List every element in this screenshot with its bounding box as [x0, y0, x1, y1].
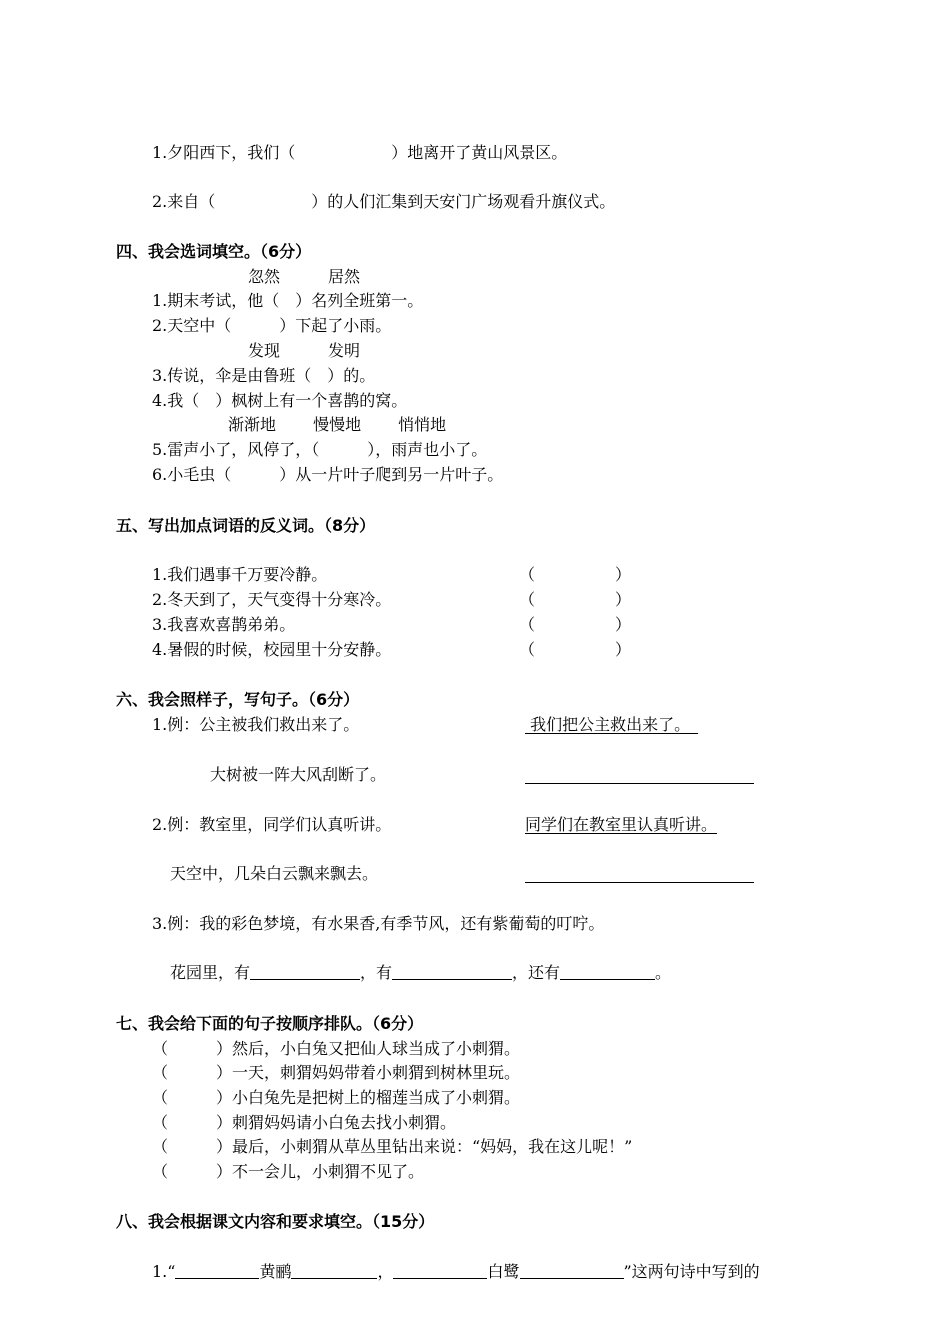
section-4-header: 四、我会选词填空。（6分）	[116, 242, 312, 261]
s4-question-3: 3.传说，伞是由鲁班（ ）的。	[152, 366, 376, 385]
s8-q1-part-1: 1.“	[152, 1262, 176, 1281]
s5-item-2-text: 2.冬天到了，天气变得十分寒冷。	[152, 590, 392, 609]
s6-example-1-answer: 我们把公主救出来了。	[525, 715, 699, 734]
s8-q1-part-2: 黄鹂	[259, 1262, 292, 1281]
s6-example-2: 2.例：教室里，同学们认真听讲。	[152, 815, 392, 834]
s7-item-6: （ ）不一会儿，小刺猬不见了。	[152, 1162, 425, 1181]
s7-item-3: （ ）小白兔先是把树上的榴莲当成了小刺猬。	[152, 1088, 521, 1107]
s4-question-6: 6.小毛虫（ ）从一片叶子爬到另一片叶子。	[152, 465, 504, 484]
s7-item-2: （ ）一天，刺猬妈妈带着小刺猬到树林里玩。	[152, 1063, 521, 1082]
s6-task-3-blank-3[interactable]	[560, 963, 655, 980]
s3-question-2: 2.来自（ ）的人们汇集到天安门广场观看升旗仪式。	[152, 192, 616, 211]
s4-word-choices-1: 忽然 居然	[248, 267, 361, 286]
s8-q1-blank-3[interactable]	[393, 1262, 487, 1279]
section-7-header: 七、我会给下面的句子按顺序排队。（6分）	[116, 1014, 424, 1033]
s6-task-1-answer-line[interactable]	[525, 783, 754, 784]
s7-item-1: （ ）然后，小白兔又把仙人球当成了小刺猬。	[152, 1039, 521, 1058]
s8-q1-part-4: 白鹭	[487, 1262, 520, 1281]
s6-task-2: 天空中，几朵白云飘来飘去。	[170, 864, 379, 883]
s6-example-3: 3.例：我的彩色梦境，有水果香,有季节风，还有紫葡萄的叮咛。	[152, 914, 605, 933]
s6-task-3	[170, 963, 671, 983]
section-8-header: 八、我会根据课文内容和要求填空。（15分）	[116, 1212, 435, 1231]
s8-question-1	[152, 1262, 760, 1282]
s6-task-3-blank-2[interactable]	[392, 963, 512, 980]
s3-question-1: 1.夕阳西下，我们（ ）地离开了黄山风景区。	[152, 143, 568, 162]
s5-item-2-blank: （ ）	[519, 590, 632, 609]
s6-task-3-blank-1[interactable]	[250, 963, 360, 980]
s6-example-2-answer: 同学们在教室里认真听讲。	[525, 815, 718, 834]
section-5-header: 五、写出加点词语的反义词。（8分）	[116, 516, 376, 535]
s7-item-5: （ ）最后，小刺猬从草丛里钻出来说：“妈妈，我在这儿呢！”	[152, 1137, 633, 1156]
s6-task-1: 大树被一阵大风刮断了。	[210, 765, 387, 784]
s6-task-3-part-b: ，有	[360, 963, 393, 982]
s4-question-4: 4.我（ ）枫树上有一个喜鹊的窝。	[152, 391, 408, 410]
s5-item-1-blank: （ ）	[519, 565, 632, 584]
s8-q1-blank-2[interactable]	[291, 1262, 377, 1279]
s4-question-2: 2.天空中（ ）下起了小雨。	[152, 316, 392, 335]
s5-item-1-text: 1.我们遇事千万要冷静。	[152, 565, 328, 584]
s4-word-choices-3: 渐渐地 慢慢地 悄悄地	[228, 415, 447, 434]
s5-item-4-text: 4.暑假的时候，校园里十分安静。	[152, 640, 392, 659]
s6-task-3-part-c: ，还有	[512, 963, 561, 982]
s6-task-3-part-d: 。	[655, 963, 672, 982]
s6-task-2-answer-line[interactable]	[525, 882, 754, 883]
s8-q1-blank-4[interactable]	[520, 1262, 624, 1279]
s8-q1-part-3: ，	[377, 1262, 394, 1281]
s5-item-4-blank: （ ）	[519, 640, 632, 659]
s6-task-3-part-a: 花园里，有	[170, 963, 251, 982]
s8-q1-part-5: ”这两句诗中写到的	[623, 1262, 760, 1281]
s8-q1-blank-1[interactable]	[175, 1262, 259, 1279]
s4-question-1: 1.期末考试，他（ ）名列全班第一。	[152, 291, 424, 310]
s4-word-choices-2: 发现 发明	[248, 341, 361, 360]
section-6-header: 六、我会照样子，写句子。（6分）	[116, 690, 360, 709]
s7-item-4: （ ）刺猬妈妈请小白兔去找小刺猬。	[152, 1113, 457, 1132]
s6-example-1: 1.例：公主被我们救出来了。	[152, 715, 360, 734]
s5-item-3-blank: （ ）	[519, 615, 632, 634]
s4-question-5: 5.雷声小了，风停了，（ ），雨声也小了。	[152, 440, 488, 459]
s5-item-3-text: 3.我喜欢喜鹊弟弟。	[152, 615, 296, 634]
